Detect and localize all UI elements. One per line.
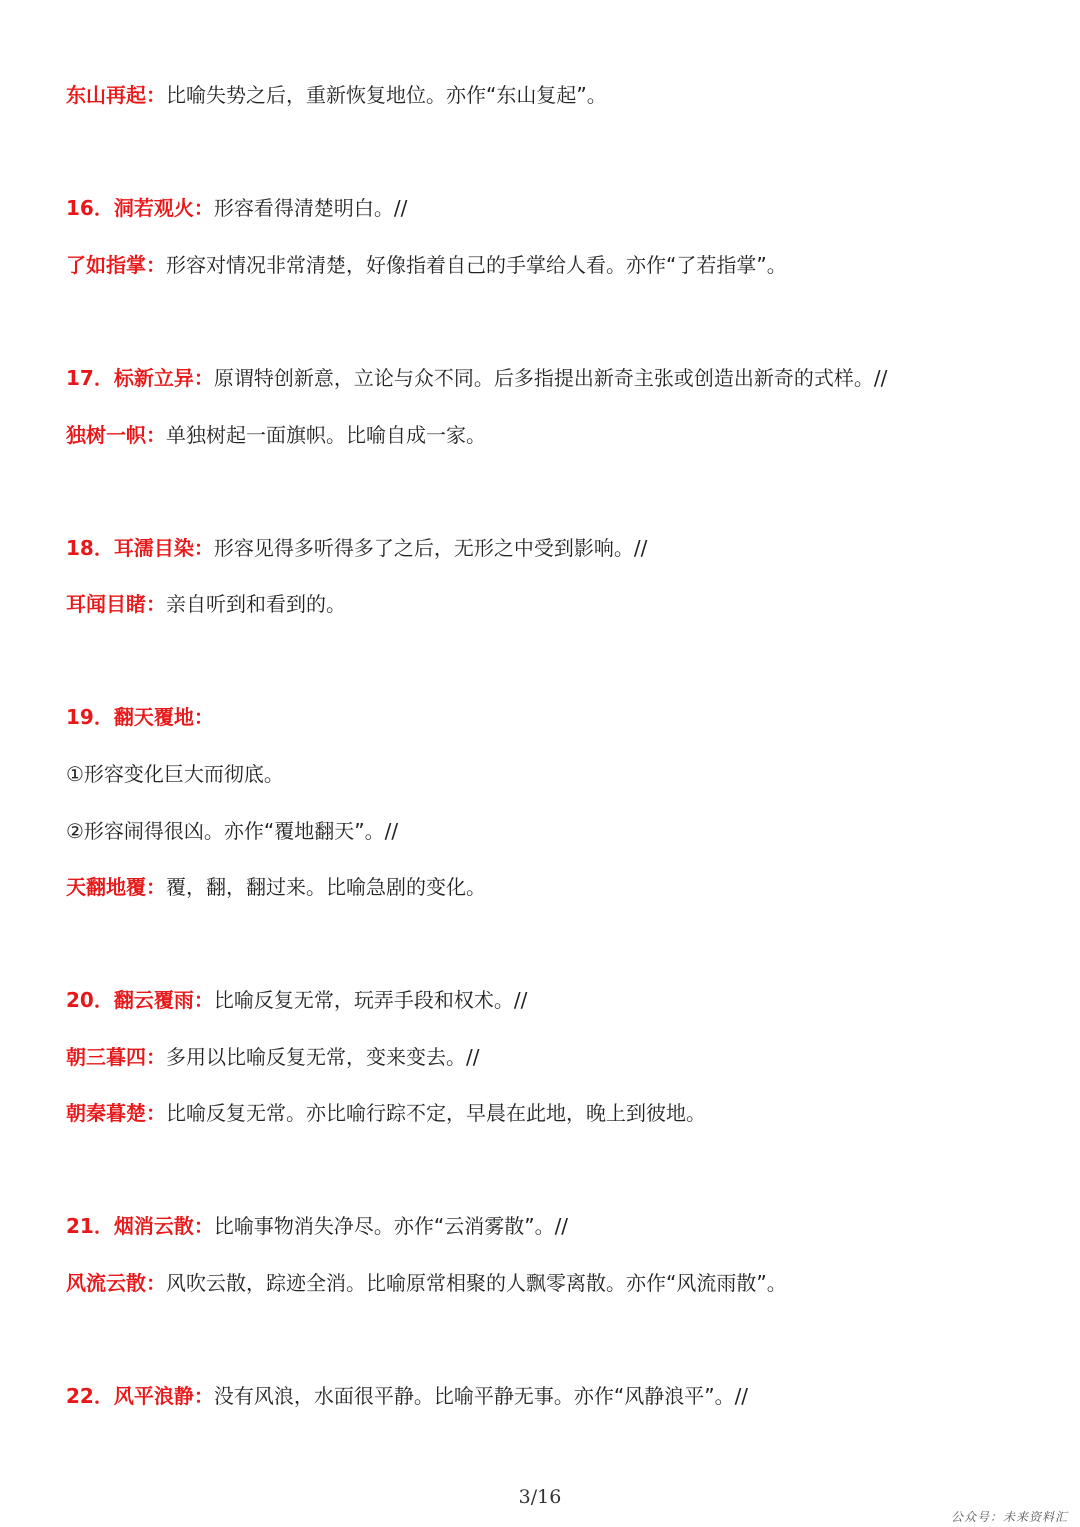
- entry-line: [66, 873, 1040, 901]
- entry-line: [66, 1212, 1040, 1240]
- idiom-term: 烟消云散：: [113, 1214, 214, 1238]
- entry-line: [66, 986, 1040, 1014]
- idiom-term: 天翻地覆：: [66, 875, 166, 899]
- entry-line: [66, 817, 1040, 845]
- idiom-term: 翻云覆雨：: [113, 988, 214, 1012]
- entry-line: [66, 251, 1040, 279]
- idiom-definition: 覆，翻，翻过来。比喻急剧的变化。: [166, 875, 486, 899]
- entry-number: 20．: [66, 988, 114, 1012]
- page-number: 3/16: [518, 1486, 562, 1508]
- entry-line: [66, 1382, 1040, 1410]
- idiom-definition: 形容对情况非常清楚，好像指着自己的手掌给人看。亦作“了若指掌”。: [166, 253, 787, 277]
- idiom-definition: 多用以比喻反复无常，变来变去。//: [166, 1045, 480, 1069]
- entry-line: [66, 760, 1040, 788]
- idiom-definition: 比喻失势之后，重新恢复地位。亦作“东山复起”。: [166, 83, 607, 107]
- idiom-definition: 形容见得多听得多了之后，无形之中受到影响。//: [213, 536, 648, 560]
- idiom-definition: ②形容闹得很凶。亦作“覆地翻天”。//: [66, 819, 399, 843]
- idiom-term: 独树一帜：: [66, 423, 166, 447]
- entry-line: [66, 703, 1040, 731]
- idiom-definition: 形容看得清楚明白。//: [213, 196, 408, 220]
- watermark: 公众号：未来资料汇: [950, 1510, 1068, 1524]
- idiom-definition: 单独树起一面旗帜。比喻自成一家。: [166, 423, 486, 447]
- entry-line: [66, 421, 1040, 449]
- idiom-definition: 比喻事物消失净尽。亦作“云消雾散”。//: [213, 1214, 569, 1238]
- entry-line: [66, 590, 1040, 618]
- idiom-term: 东山再起：: [66, 83, 166, 107]
- idiom-definition: 原谓特创新意，立论与众不同。后多指提出新奇主张或创造出新奇的式样。//: [213, 366, 888, 390]
- entry-number: 22．: [66, 1384, 114, 1408]
- entry-line: [66, 364, 1040, 392]
- idiom-term: 朝秦暮楚：: [66, 1101, 166, 1125]
- idiom-definition: 比喻反复无常，玩弄手段和权术。//: [213, 988, 528, 1012]
- entry-line: [66, 1269, 1040, 1297]
- entry-number: 16．: [66, 196, 114, 220]
- entry-number: 17．: [66, 366, 114, 390]
- idiom-term: 耳闻目睹：: [66, 592, 166, 616]
- idiom-definition: 风吹云散，踪迹全消。比喻原常相聚的人飘零离散。亦作“风流雨散”。: [166, 1271, 787, 1295]
- idiom-definition: 比喻反复无常。亦比喻行踪不定，早晨在此地，晚上到彼地。: [166, 1101, 706, 1125]
- entry-line: [66, 194, 1040, 222]
- idiom-term: 风平浪静：: [113, 1384, 214, 1408]
- idiom-term: 朝三暮四：: [66, 1045, 166, 1069]
- idiom-term: 风流云散：: [66, 1271, 166, 1295]
- entry-number: 19．: [66, 705, 114, 729]
- idiom-term: 了如指掌：: [66, 253, 166, 277]
- idiom-term: 耳濡目染：: [113, 536, 214, 560]
- entry-line: [66, 1099, 1040, 1127]
- entry-line: [66, 534, 1040, 562]
- idiom-definition: ①形容变化巨大而彻底。: [66, 762, 284, 786]
- entry-line: [66, 1043, 1040, 1071]
- entry-number: 18．: [66, 536, 114, 560]
- idiom-term: 翻天覆地：: [113, 705, 214, 729]
- idiom-definition: 没有风浪，水面很平静。比喻平静无事。亦作“风静浪平”。//: [213, 1384, 749, 1408]
- idiom-definition: 亲自听到和看到的。: [166, 592, 346, 616]
- entry-line: [66, 81, 1040, 109]
- idiom-term: 标新立异：: [113, 366, 214, 390]
- entry-number: 21．: [66, 1214, 114, 1238]
- idiom-term: 洞若观火：: [113, 196, 214, 220]
